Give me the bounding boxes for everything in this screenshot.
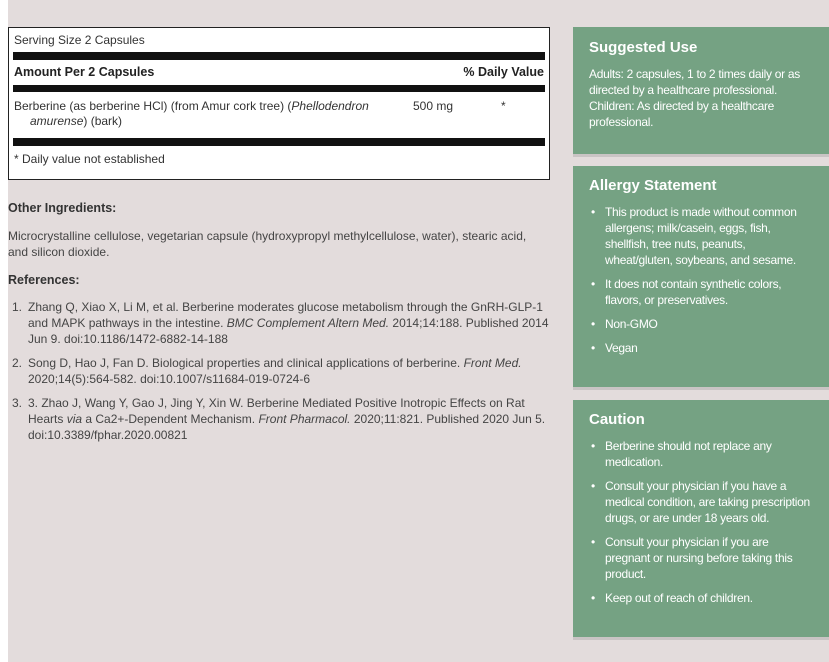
list-item: • Vegan [589, 340, 813, 356]
journal-name: Front Med. [463, 356, 522, 370]
reference-text: 2020;11:821. Published 2020 Jun 5. doi:10.3389/fphar.2020.00821 [28, 412, 546, 442]
facts-footnote: * Daily value not established [14, 152, 165, 166]
ingredient-text-2: ) (bark) [83, 114, 123, 128]
references-title: References: [8, 273, 80, 287]
reference-text: Song D, Hao J, Fan D. Biological properties and clinical applications of berberine. [28, 356, 464, 370]
references-list [8, 299, 553, 451]
caution-title: Caution [589, 411, 645, 428]
list-item: • Keep out of reach of children. [589, 590, 813, 606]
allergy-list [589, 204, 813, 356]
other-ingredients-title: Other Ingredients: [8, 201, 117, 215]
allergy-statement-panel [573, 166, 829, 390]
journal-name: Front Pharmacol. [258, 412, 351, 426]
list-item: • Berberine should not replace any medication. [589, 438, 813, 470]
caution-panel [573, 400, 829, 640]
reference-item [8, 395, 553, 443]
suggested-use-panel [573, 27, 829, 157]
ingredient-latin-1: Phellodendron [291, 99, 369, 113]
serving-size: Serving Size 2 Capsules [14, 33, 145, 47]
reference-item [8, 355, 553, 387]
ingredient-name [14, 99, 374, 129]
supplement-facts-panel [8, 27, 550, 180]
divider-thick [13, 138, 545, 146]
daily-value-header: % Daily Value [463, 65, 544, 79]
other-ingredients-text: Microcrystalline cellulose, vegetarian capsule (hydroxypropyl methylcellulose, water), stearic acid, and silicon dioxide. [8, 229, 527, 259]
ingredient-text: Berberine (as berberine HCl) (from Amur cork tree) ( [14, 99, 292, 113]
list-item: • Consult your physician if you are pregnant or nursing before taking this product. [589, 534, 813, 582]
left-edge [0, 0, 8, 662]
reference-text: 3. Zhao J, Wang Y, Gao J, Jing Y, Xin W. Berberine Mediated Positive Inotropic Effects on Rat Hearts [28, 396, 525, 426]
ingredient-row [14, 99, 544, 129]
journal-name: BMC Complement Altern Med. [226, 316, 390, 330]
caution-list [589, 438, 813, 606]
list-item: • Consult your physician if you have a medical condition, are taking prescription drugs, or are under 18 years old. [589, 478, 813, 526]
suggested-use-text: Adults: 2 capsules, 1 to 2 times daily or as directed by a healthcare professional. Children: As directed by a healthcare professional. [589, 67, 800, 129]
list-item: • This product is made without common allergens; milk/casein, eggs, fish, shellfish, tree nuts, peanuts, wheat/gluten, soybeans, and sesame. [589, 204, 813, 268]
list-item: • It does not contain synthetic colors, flavors, or preservatives. [589, 276, 813, 308]
list-item: • Non-GMO [589, 316, 813, 332]
ingredient-amount: 500 mg [413, 99, 454, 113]
suggested-use-title: Suggested Use [589, 39, 698, 56]
reference-number: 3. [12, 396, 23, 410]
divider-thick [13, 85, 545, 92]
reference-italic: via [66, 412, 83, 426]
amount-header: Amount Per 2 Capsules [14, 65, 155, 79]
facts-header [14, 65, 544, 79]
reference-text: 2020;14(5):564-582. doi:10.1007/s11684-019-0724-6 [28, 372, 310, 386]
allergy-statement-title: Allergy Statement [589, 177, 717, 194]
ingredient-latin-2: amurense [30, 114, 84, 128]
reference-number: 1. [12, 300, 23, 314]
reference-number: 2. [12, 356, 23, 370]
reference-text: a Ca2+-Dependent Mechanism. [82, 412, 259, 426]
divider-thick [13, 52, 545, 60]
ingredient-dv: * [501, 99, 506, 113]
reference-text: 2014;14:188. Published 2014 Jun 9. doi:10.1186/1472-6882-14-188 [28, 316, 549, 346]
reference-item [8, 299, 553, 347]
reference-text: Zhang Q, Xiao X, Li M, et al. Berberine moderates glucose metabolism through the GnRH-GLP-1 and MAPK pathways in the intestine. [28, 300, 543, 330]
